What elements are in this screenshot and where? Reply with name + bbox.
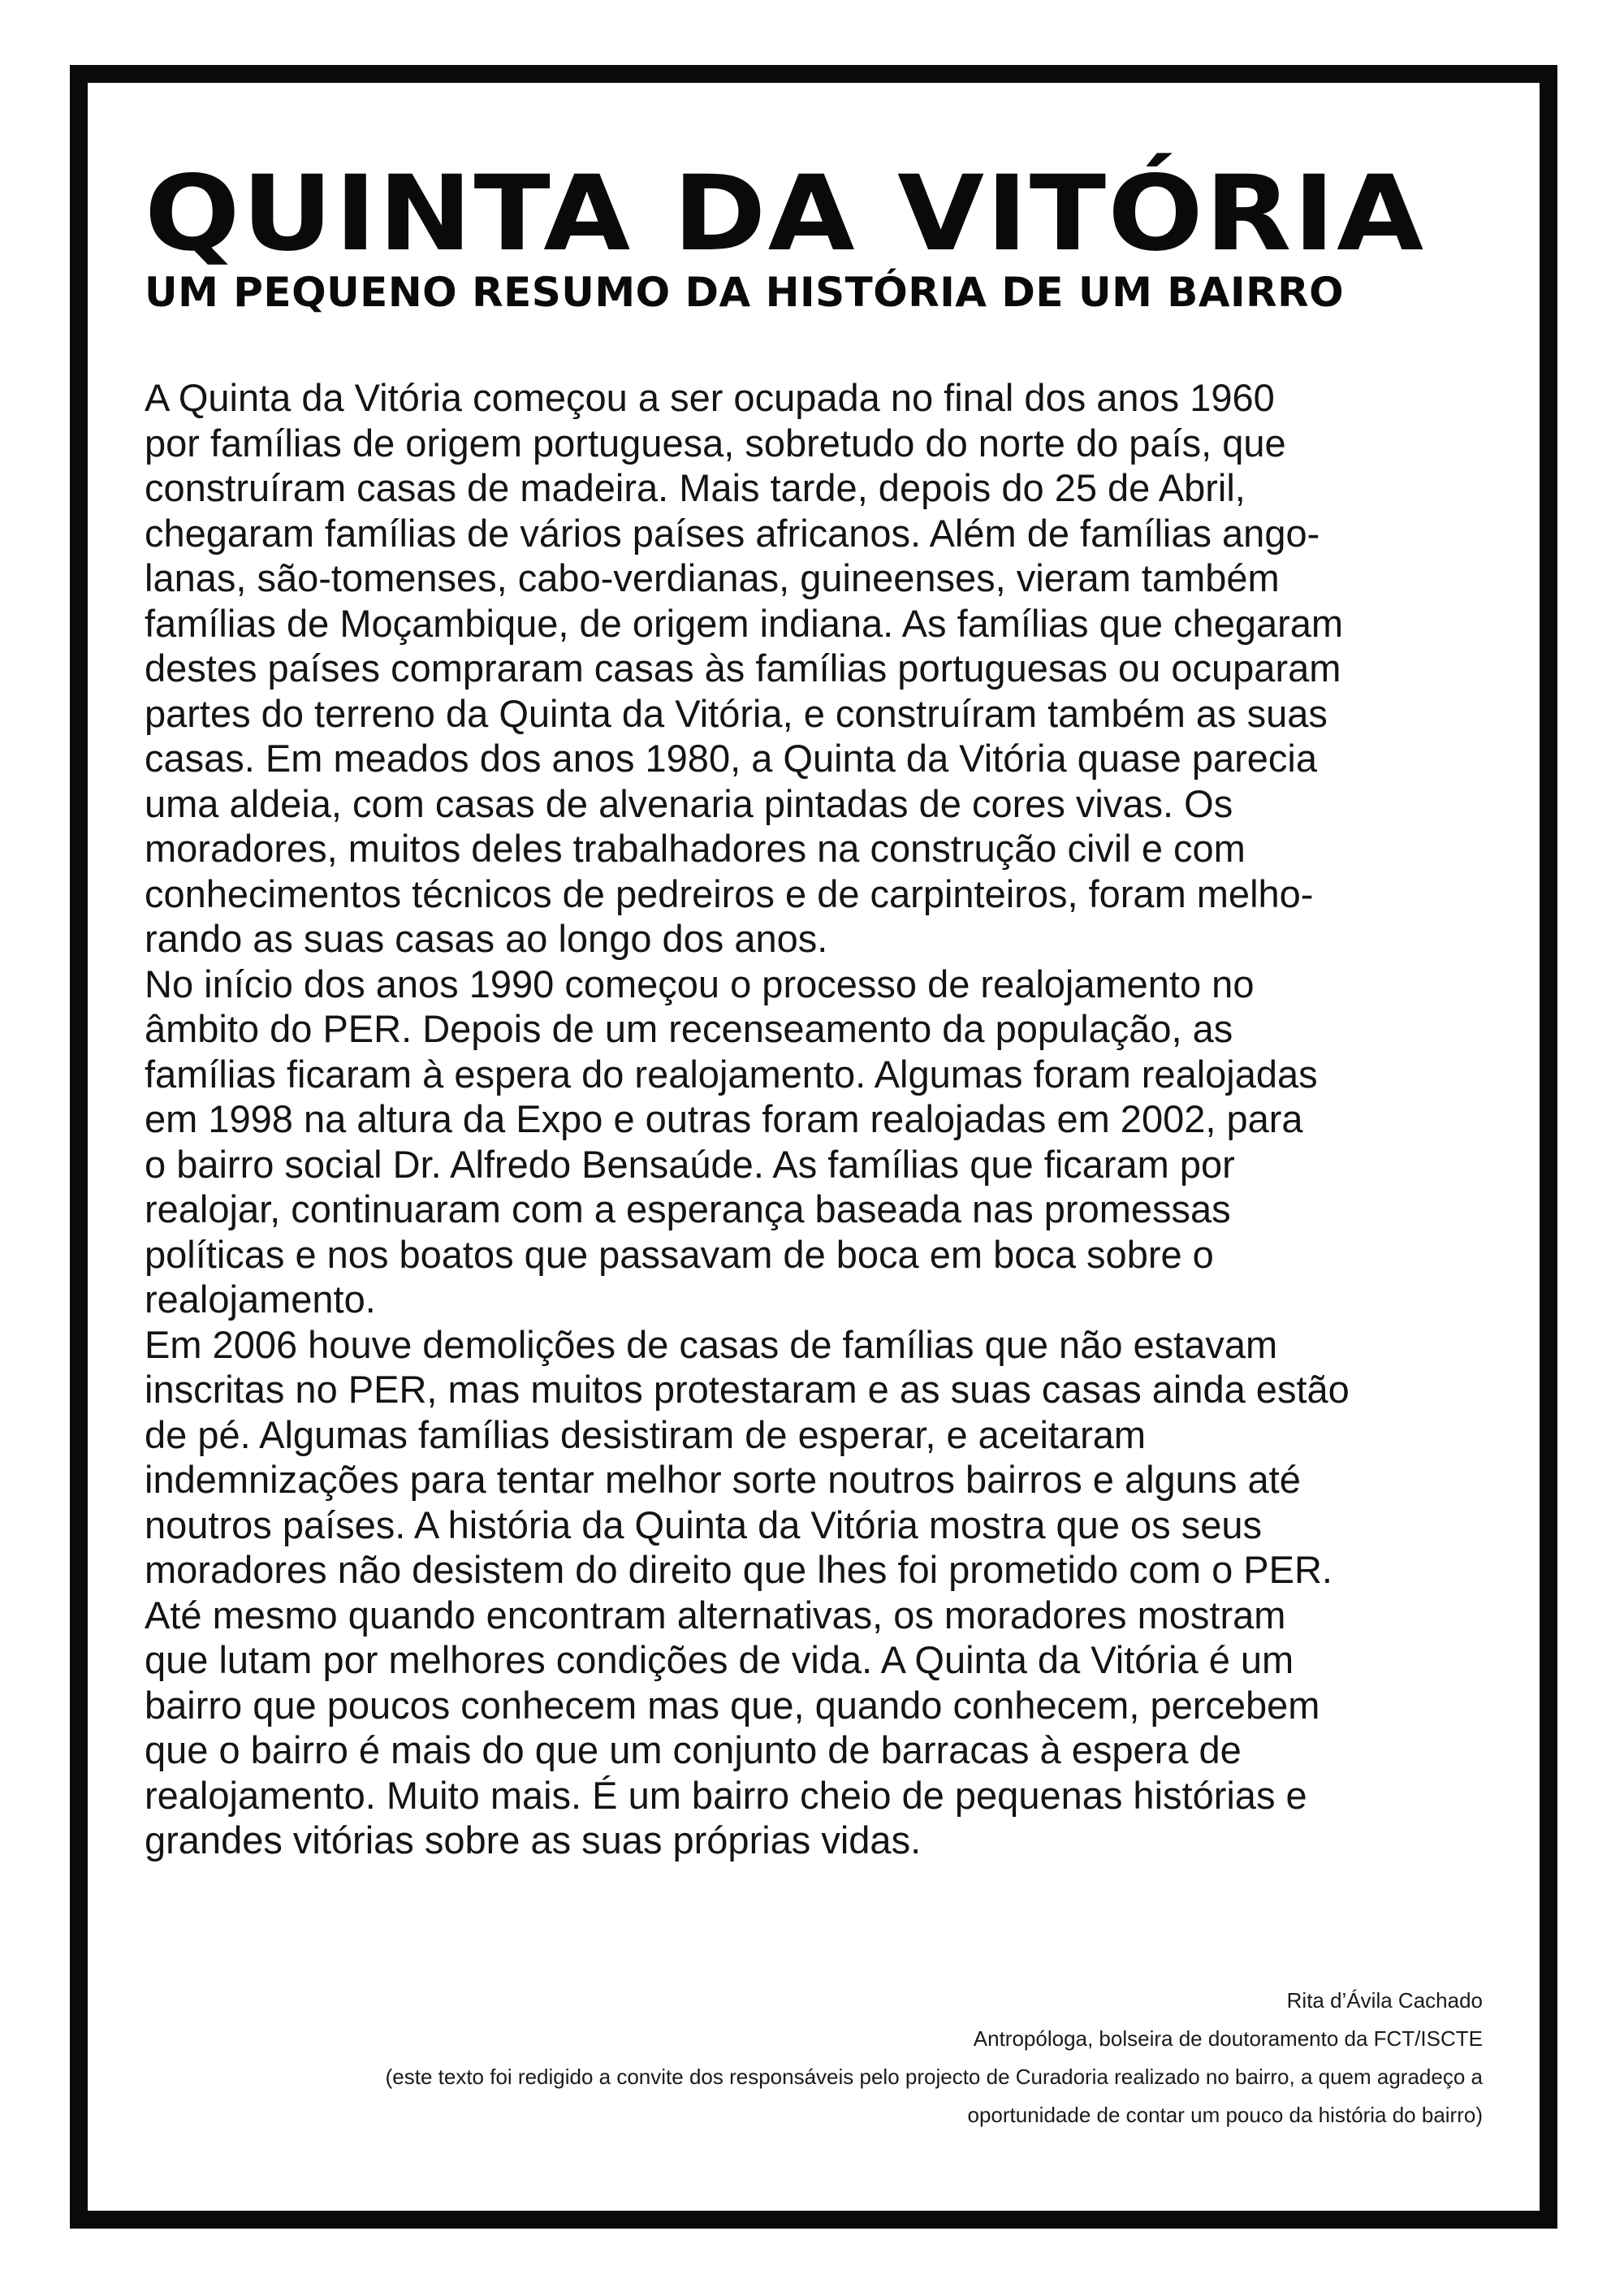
document-title: QUINTA DA VITÓRIA [145, 153, 1426, 275]
body-paragraph-2: No início dos anos 1990 começou o processo de realojamento no âmbito do PER. Depois de um recenseamento da população, as famílias ficaram à espera do realojamento. Algumas foram realojadas em 1998 na altura da Expo e outras foram realojadas em 2002, para o bairro social Dr. Alfredo Bensaúde. As famílias que ficaram por realojar, continuaram com a esperança baseada nas promessas políticas e nos boatos que passavam de boca em boca sobre o realojamento. [145, 962, 1318, 1321]
document-subtitle: UM PEQUENO RESUMO DA HISTÓRIA DE UM BAIRRO [145, 269, 1345, 316]
body-paragraph-1: A Quinta da Vitória começou a ser ocupada no final dos anos 1960 por famílias de origem portuguesa, sobretudo do norte do país, que construíram casas de madeira. Mais tarde, depois do 25 de Abril, chegaram famílias de vários países africanos. Além de famílias ango- lanas, são-tomenses, cabo-verdianas, guineenses, vieram também famílias de Moçambique, de origem indiana. As famílias que chegaram destes países compraram casas às famílias portuguesas ou ocuparam partes do terreno da Quinta da Vitória, e construíram também as suas casas. Em meados dos anos 1980, a Quinta da Vitória quase parecia uma aldeia, com casas de alvenaria pintadas de cores vivas. Os moradores, muitos deles trabalhadores na construção civil e com conhecimentos técnicos de pedreiros e de carpinteiros, foram melho- rando as suas casas ao longo dos anos. [145, 376, 1344, 960]
author-signature-block [102, 1982, 1483, 2134]
body-paragraph-3: Em 2006 houve demolições de casas de famílias que não estavam inscritas no PER, mas muitos protestaram e as suas casas ainda estão de pé. Algumas famílias desistiram de esperar, e aceitaram indemnizações para tentar melhor sorte noutros bairros e alguns até noutros países. A história da Quinta da Vitória mostra que os seus moradores não desistem do direito que lhes foi prometido com o PER. Até mesmo quando encontram alternativas, os moradores mostram que lutam por melhores condições de vida. A Quinta da Vitória é um bairro que poucos conhecem mas que, quando conhecem, percebem que o bairro é mais do que um conjunto de barracas à espera de realojamento. Muito mais. É um bairro cheio de pequenas histórias e grandes vitórias sobre as suas próprias vidas. [145, 1322, 1350, 1861]
document-body [145, 375, 1483, 1863]
author-role: Antropóloga, bolseira de doutoramento da FCT/ISCTE [973, 2026, 1483, 2051]
document-content [145, 153, 1483, 1863]
author-name: Rita d’Ávila Cachado [1286, 1988, 1483, 2013]
author-note-line-2: oportunidade de contar um pouco da história do bairro) [967, 2103, 1483, 2127]
author-note-line-1: (este texto foi redigido a convite dos responsáveis pelo projecto de Curadoria realizado no bairro, a quem agradeço a [385, 2065, 1483, 2089]
